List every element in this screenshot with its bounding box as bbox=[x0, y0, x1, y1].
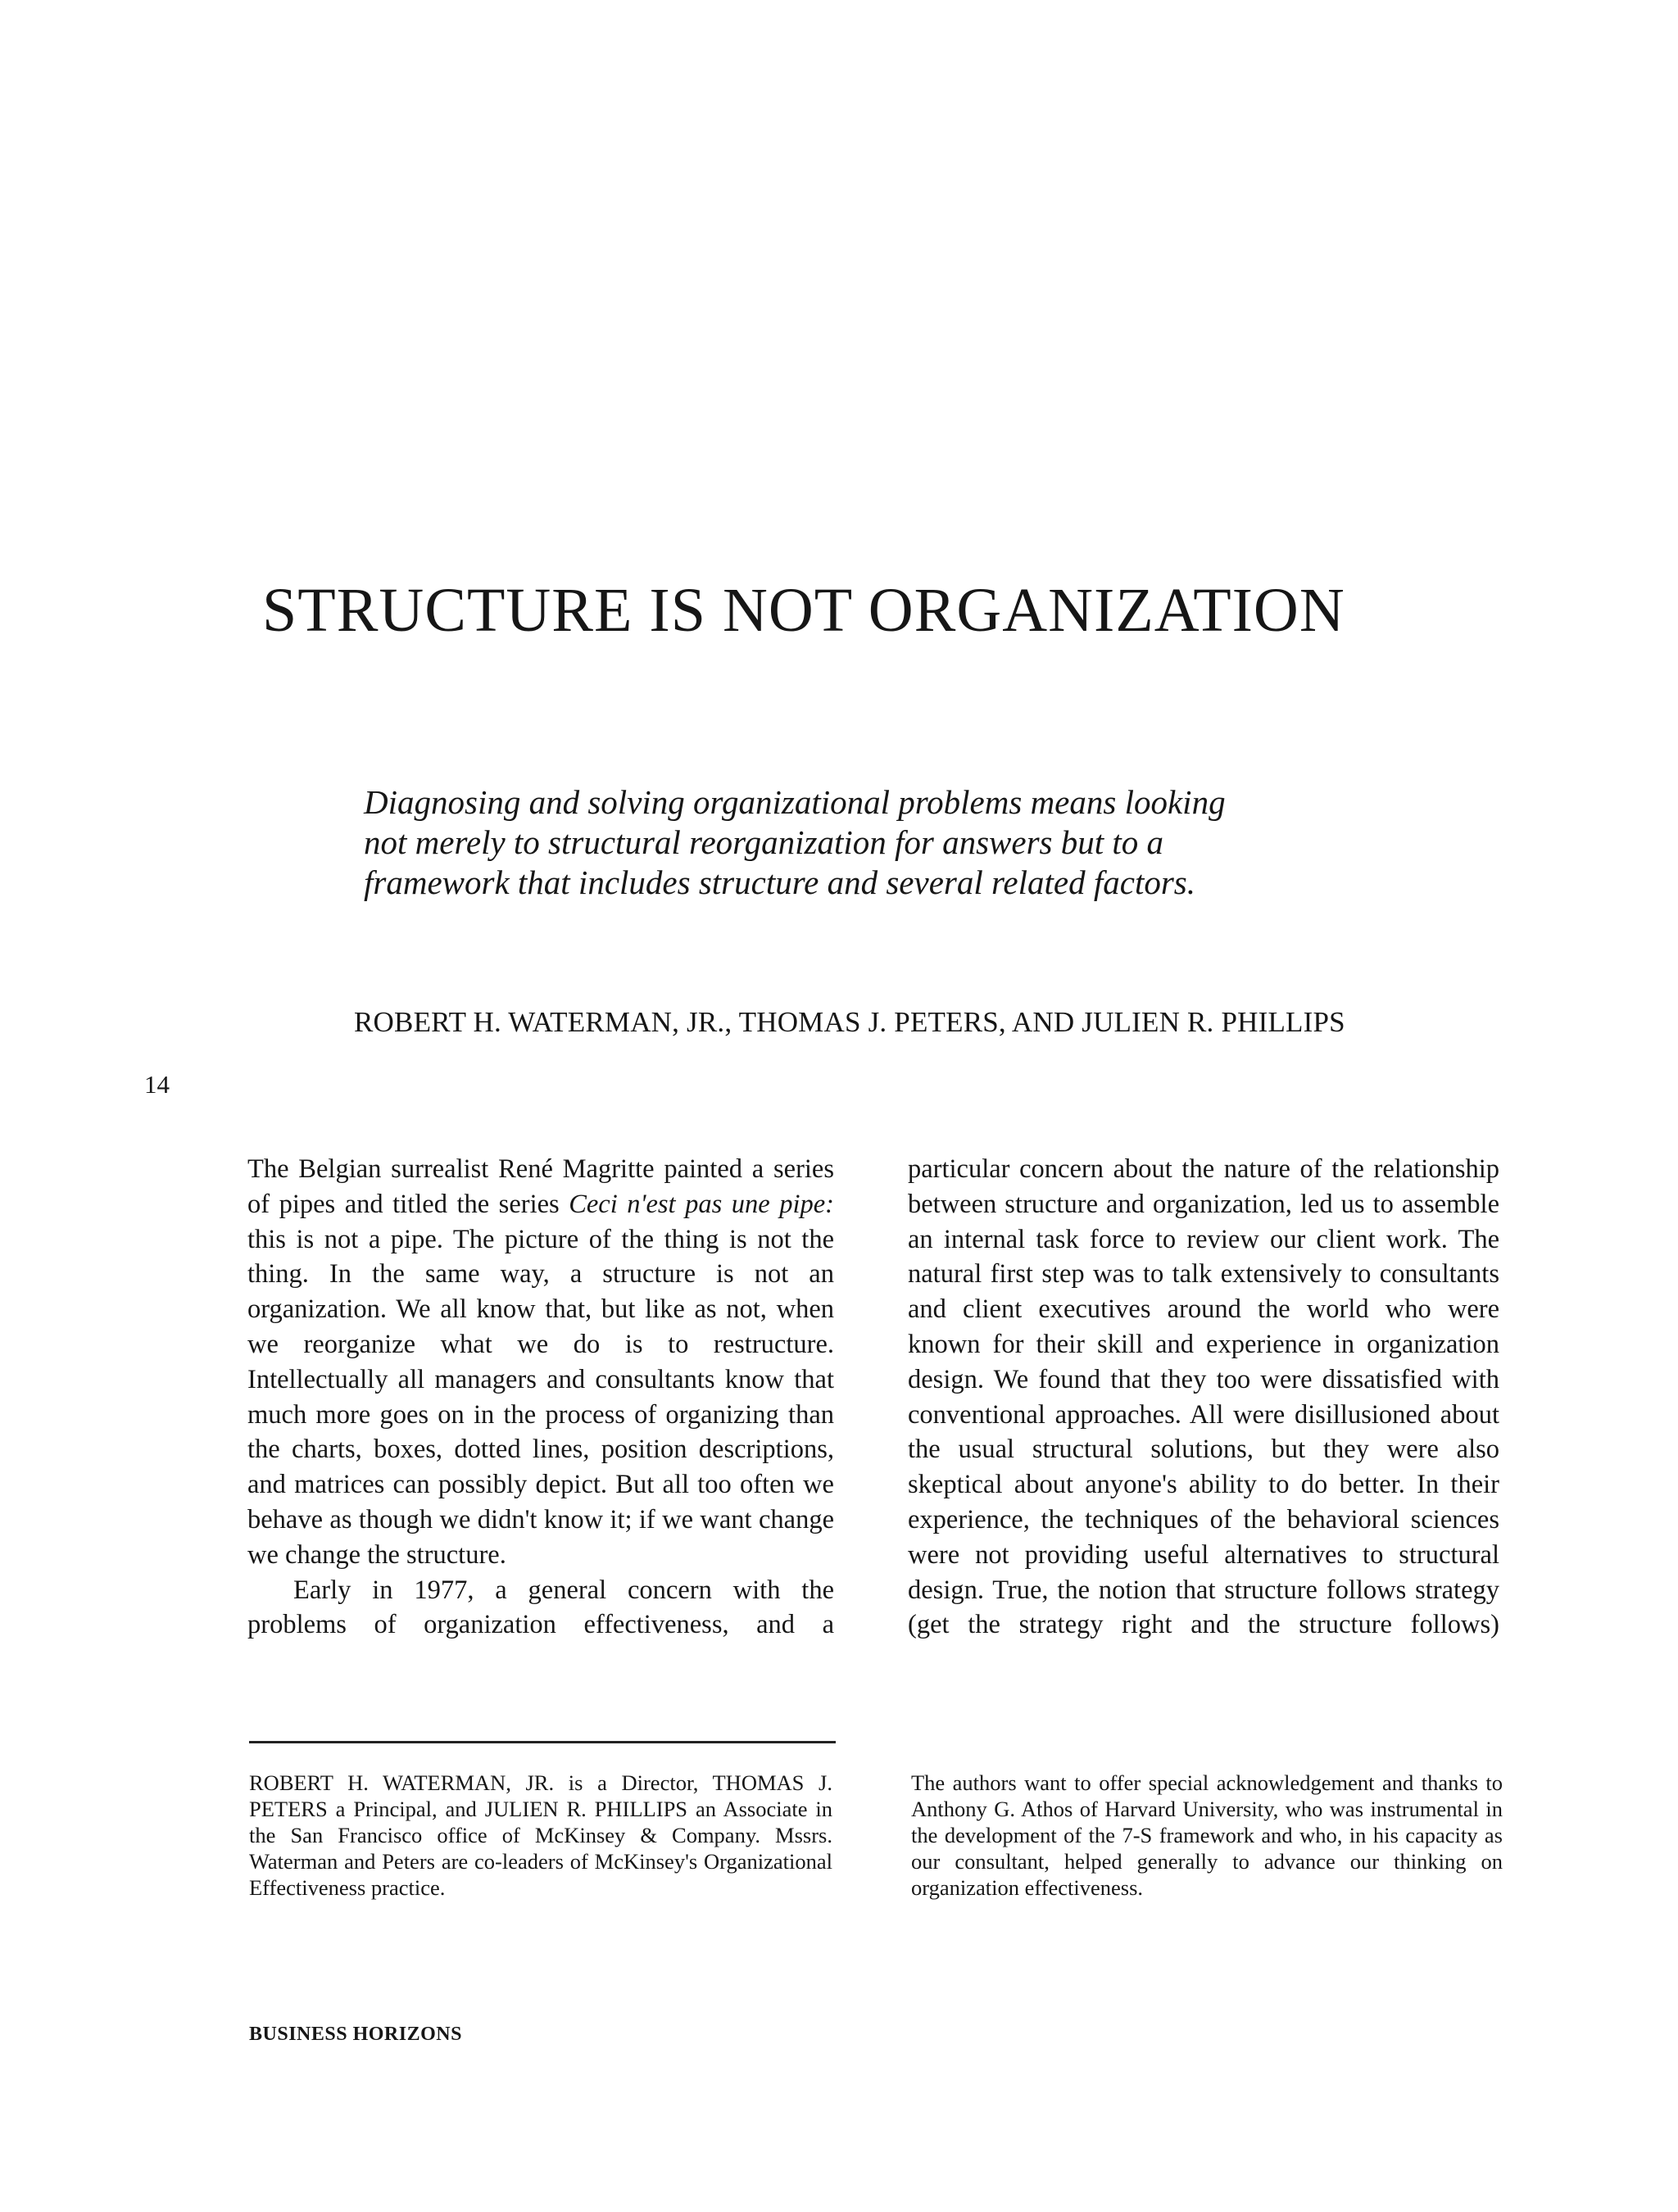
italic-title-text: Ceci n'est pas une pipe: bbox=[569, 1189, 834, 1219]
acknowledgement-text: The authors want to offer special acknowledgement and thanks to Anthony G. Athos of Harvard University, who was instrumental in the development of the 7-S framework and who, in his capacity as our consultant, helped generally to advance our thinking on organization effectiveness. bbox=[911, 1770, 1503, 1900]
article-deck bbox=[364, 782, 1390, 903]
body-paragraph bbox=[247, 1152, 834, 1573]
journal-footer: BUSINESS HORIZONS bbox=[249, 2024, 462, 2045]
article-title: STRUCTURE IS NOT ORGANIZATION bbox=[262, 576, 1345, 645]
deck-line-2: not merely to structural reorganization for answers but to a bbox=[364, 823, 1164, 861]
page-number: 14 bbox=[144, 1070, 170, 1099]
author-note bbox=[249, 1770, 832, 1901]
body-column-right bbox=[908, 1152, 1499, 1643]
body-text: this is not a pipe. The picture of the thing is not the thing. In the same way, a structure is not an organization. We all know that, but like as not, when we reorganize what we do is to restructure. Intellectually all managers and consultants know that much more goes on in the process of organizing than the charts, boxes, dotted lines, position descriptions, and matrices can possibly depict. But all too often we behave as though we didn't know it; if we want change we change the structure. bbox=[247, 1224, 834, 1570]
body-column-left bbox=[247, 1152, 834, 1643]
acknowledgement-note bbox=[911, 1770, 1503, 1901]
body-paragraph: Early in 1977, a general concern with the problems of organization effectiveness, and a bbox=[247, 1575, 834, 1640]
author-byline: ROBERT H. WATERMAN, JR., THOMAS J. PETERS, AND JULIEN R. PHILLIPS bbox=[354, 1006, 1345, 1038]
deck-line-1: Diagnosing and solving organizational problems means looking bbox=[364, 783, 1226, 821]
body-paragraph: particular concern about the nature of the relationship between structure and organization, led us to assemble an internal task force to review our client work. The natural first step was to talk extensively to consultants and client executives around the world who were known for their skill and experience in organization design. We found that they too were dissatisfied with conventional approaches. All were disillusioned about the usual structural solutions, but they were also skeptical about anyone's ability to do better. In their experience, the techniques of the behavioral sciences were not providing useful alternatives to structural design. True, the notion that structure follows strategy (get the strategy right and the structure follows) bbox=[908, 1154, 1499, 1640]
footnote-divider bbox=[249, 1741, 836, 1743]
author-note-text: ROBERT H. WATERMAN, JR. is a Director, THOMAS J. PETERS a Principal, and JULIEN R. PHILLIPS an Associate in the San Francisco office of McKinsey & Company. Mssrs. Waterman and Peters are co-leaders of McKinsey's Organizational Effectiveness practice. bbox=[249, 1770, 832, 1900]
body-text: The Belgian surrealist René Magritte painted a series of pipes and titled the series bbox=[247, 1154, 834, 1219]
deck-line-3: framework that includes structure and several related factors. bbox=[364, 863, 1195, 901]
